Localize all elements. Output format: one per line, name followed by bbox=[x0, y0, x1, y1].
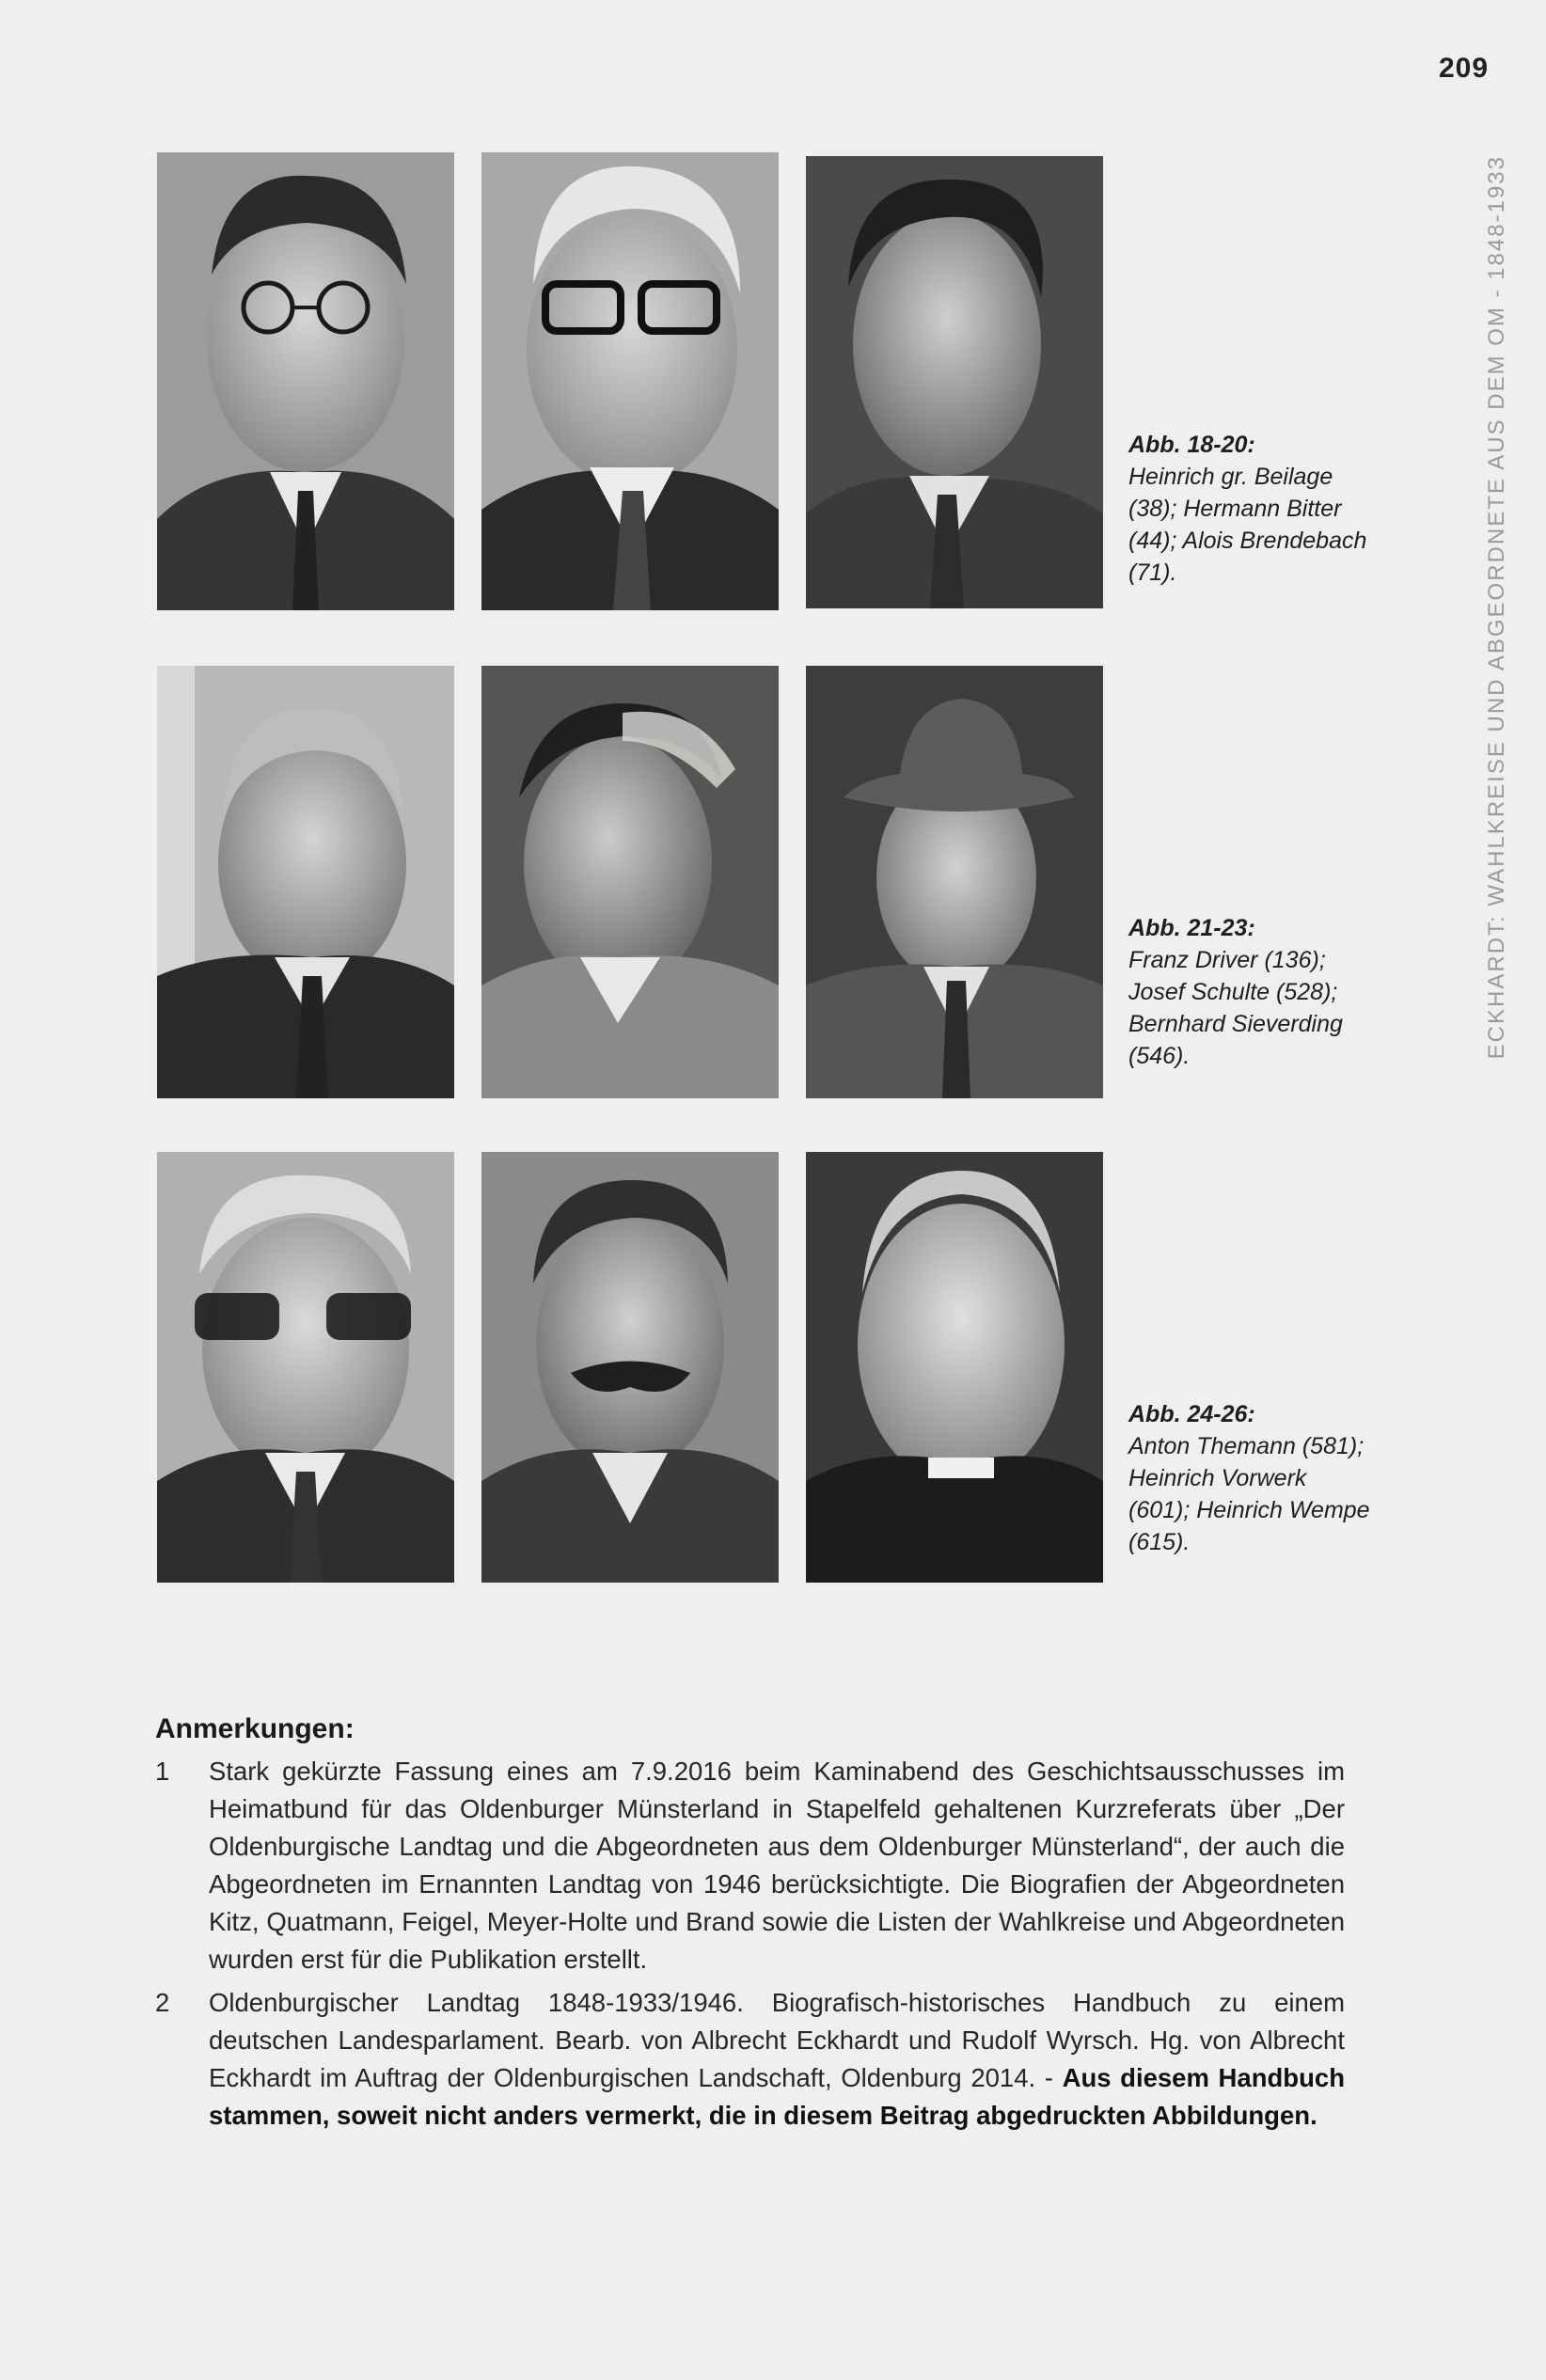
caption-text: Anton Themann (581); Heinrich Vorwerk (601); Heinrich Wempe (615). bbox=[1128, 1433, 1370, 1555]
photo-bernhard-sieverding bbox=[806, 666, 1103, 1098]
caption-label: Abb. 18-20: bbox=[1128, 432, 1255, 458]
photo-josef-schulte bbox=[481, 666, 779, 1098]
note-item bbox=[155, 1984, 1345, 2135]
caption-abb-24-26 bbox=[1128, 1398, 1373, 1558]
photo-alois-brendebach bbox=[806, 156, 1103, 608]
photo-heinrich-wempe bbox=[806, 1152, 1103, 1583]
note-text: Stark gekürzte Fassung eines am 7.9.2016 beim Kaminabend des Geschichtsausschusses im Heimatbund für das Oldenburger Münsterland in Stapelfeld gehaltenen Kurzreferats über „Der Oldenburgische Landtag und die Abgeordneten aus dem Oldenburger Münsterland“, der auch die Abgeordneten im Ernannten Landtag von 1946 berücksichtigte. Die Biografien der Abgeordneten Kitz, Quatmann, Feigel, Meyer-Holte und Brand sowie die Listen der Wahlkreise und Abgeordneten wurden erst für die Publikation erstellt. bbox=[209, 1757, 1345, 1974]
caption-label: Abb. 24-26: bbox=[1128, 1401, 1255, 1427]
notes-section bbox=[155, 1713, 1345, 2140]
note-number: 1 bbox=[155, 1757, 170, 1786]
photo-hermann-bitter bbox=[481, 152, 779, 610]
caption-abb-18-20 bbox=[1128, 429, 1373, 589]
running-side-title: ECKHARDT: WAHLKREISE UND ABGEORDNETE AUS DEM OM - 1848-1933 bbox=[1484, 155, 1509, 1060]
photo-heinrich-gr-beilage bbox=[157, 152, 454, 610]
caption-label: Abb. 21-23: bbox=[1128, 915, 1255, 941]
note-bold-text: Aus diesem Handbuch stammen, soweit nicht anders vermerkt, die in diesem Beitrag abgedruckten Abbildungen. bbox=[209, 2063, 1345, 2130]
photo-franz-driver bbox=[157, 666, 454, 1098]
photo-anton-themann bbox=[157, 1152, 454, 1583]
notes-heading: Anmerkungen: bbox=[155, 1713, 355, 1744]
note-number: 2 bbox=[155, 1988, 170, 2017]
note-text: Oldenburgischer Landtag 1848-1933/1946. Biografisch-historisches Handbuch zu einem deutschen Landesparlament. Bearb. von Albrecht Eckhardt und Rudolf Wyrsch. Hg. von Albrecht Eckhardt im Auftrag der Oldenburgischen Landschaft, Oldenburg 2014. - bbox=[209, 1988, 1345, 2092]
note-item bbox=[155, 1753, 1345, 1978]
caption-abb-21-23 bbox=[1128, 912, 1373, 1072]
photo-heinrich-vorwerk bbox=[481, 1152, 779, 1583]
page-number: 209 bbox=[1439, 53, 1490, 84]
caption-text: Franz Driver (136); Josef Schulte (528); Bernhard Sieverding (546). bbox=[1128, 947, 1343, 1069]
caption-text: Heinrich gr. Beilage (38); Hermann Bitter (44); Alois Brendebach (71). bbox=[1128, 464, 1367, 586]
